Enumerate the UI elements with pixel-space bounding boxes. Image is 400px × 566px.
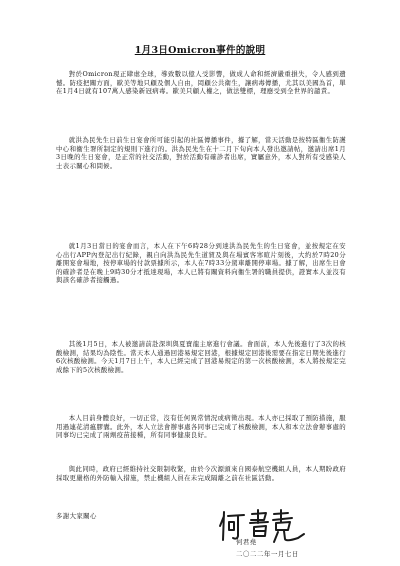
paragraph-3: 就1月3日當日的宴會而言，本人在下午6時28分到達洪為民先生的生日宴會，並按規定在安心出行APP內登記出行紀錄，親自向洪為民先生道賀及與在場賓客寒暄片刻後，大約於7時20分離開宴會場地，按停車場的付款票據所示，本人在7時33分駕車離開停車場。據了解，出席生日會的確診者是在晚上9時30分才抵達現場，本人已將有關資料向衞生署的職員提供，證實本人並沒有與該名確診者接觸過。 xyxy=(56,242,346,285)
signing-date: 二〇二二年一月七日 xyxy=(236,550,299,558)
paragraph-5: 本人目前身體良好，一切正常，沒有任何異常情況或病徵出現。本人亦已採取了預防措施，服用過連花清瘟膠囊。此外，本人立法會辦事處各同事已完成了核酸檢測，本人和本立法會辦事處的同事均已完成了兩劑疫苗接種，所有同事健康良好。 xyxy=(56,414,346,440)
paragraph-2: 就洪為民先生日前生日宴會所可能引起的社區傳播事件，據了解，當天活動是按特區衞生防護中心和衞生署所制定的規則下進行的。洪為民先生在十二月下旬向本人發出邀請帖，邀請出席1月3日晚的生日宴會，是正常的社交活動，對於活動有確診者出席，實屬意外，本人對所有受感染人士表示關心和問候。 xyxy=(56,136,346,170)
paragraph-6: 與此同時，政府已經維持社交限制收緊，由於今次源頭來自國泰航空機組人員，本人期盼政府採取更嚴格的外防輸入措施，禁止機組人員在未完成隔離之前在社區活動。 xyxy=(56,465,346,482)
handwritten-signature xyxy=(218,508,308,544)
closing-remark: 多謝大家關心 xyxy=(56,512,97,520)
page-title xyxy=(0,42,400,56)
paragraph-4: 其後1月5日，本人被邀請前赴深圳與夏寶龍主席進行會議。會面前，本人先後進行了3次的核酸檢測，結果均為陰性。當天本人通過回港易規定回港，根據規定回港後需要在指定日期先後進行6次核酸檢測。今天1月7日上午，本人已經完成了回港易規定的第一次核酸檢測，本人將按規定完成餘下的5次核酸檢測。 xyxy=(56,340,346,374)
signer-name: 何君堯 xyxy=(236,538,257,546)
title-text: 1月3日Omicron事件的說明 xyxy=(134,45,266,56)
paragraph-1: 對於Omicron現正肆虐全球，導致數以億人受影響，做成人命和經濟嚴重損失，令人感到遺憾。防疫把關方面，歐美等地只顧及個人自由，罔顧公共衛生，讓病毒傳播，尤其以美國為首，單在1月4日就有107萬人感染新冠病毒。歐美只顧人權之，做法雙標，理應受到全世界的譴責。 xyxy=(56,70,346,96)
